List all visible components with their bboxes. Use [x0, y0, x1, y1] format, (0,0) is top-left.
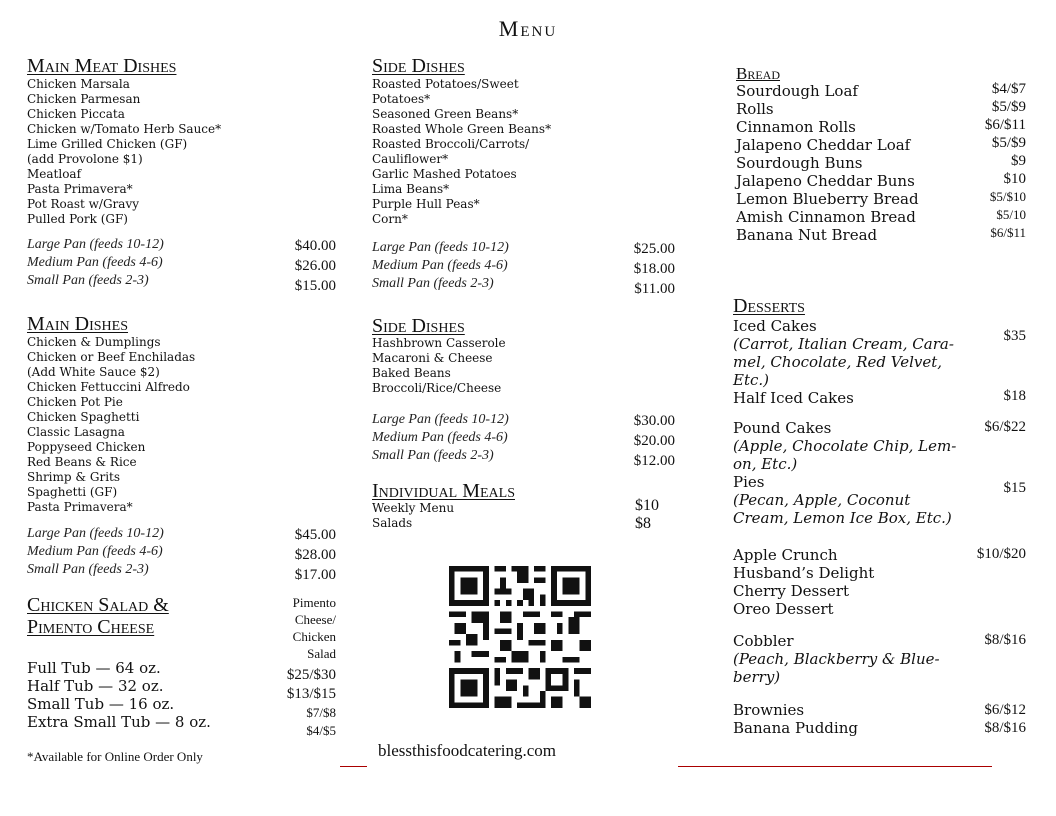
side-dishes-2-list	[372, 336, 506, 396]
main-dishes-heading: Main Dishes	[27, 313, 129, 335]
list-item: Lemon Blueberry Bread	[736, 190, 919, 208]
list-item: Small Tub — 16 oz.	[27, 695, 175, 713]
list-item: (Add White Sauce $2)	[27, 365, 160, 379]
list-item: Weekly Menu	[372, 501, 455, 515]
list-item: Chicken Fettuccini Alfredo	[27, 380, 190, 394]
list-item: Baked Beans	[372, 366, 451, 380]
price: $5/$10	[989, 189, 1026, 204]
pan-size: Small Pan (feeds 2-3)	[27, 562, 149, 577]
price: $17.00	[294, 567, 336, 583]
side-dishes-2-heading: Side Dishes	[372, 315, 465, 337]
price: $12.00	[633, 453, 675, 469]
list-item: Corn*	[372, 212, 408, 226]
price: $9	[1011, 153, 1026, 169]
pan-size: Medium Pan (feeds 4-6)	[372, 258, 508, 273]
pan-size: Medium Pan (feeds 4-6)	[27, 255, 163, 270]
main-dishes-list	[27, 335, 195, 515]
list-item: Rolls	[736, 100, 774, 118]
note-line: Cheese/	[294, 612, 336, 627]
list-item: Jalapeno Cheddar Loaf	[736, 136, 911, 154]
item-desc: on, Etc.)	[733, 455, 798, 473]
dessert-group	[733, 546, 874, 618]
price: $7/$8	[306, 705, 336, 720]
heading-line: Chicken Salad &	[27, 594, 169, 616]
individual-meals-list	[372, 501, 454, 531]
pan-size: Small Pan (feeds 2-3)	[27, 273, 149, 288]
chicken-salad-heading	[27, 594, 169, 638]
note-line: Pimento	[292, 595, 336, 610]
list-item: Apple Crunch	[733, 546, 838, 564]
list-item: Hashbrown Casserole	[372, 336, 506, 350]
price: $40.00	[294, 238, 336, 254]
pan-size: Small Pan (feeds 2-3)	[372, 276, 494, 291]
list-item: Full Tub — 64 oz.	[27, 659, 161, 677]
pan-size: Medium Pan (feeds 4-6)	[372, 430, 508, 445]
menu-title: Menu	[498, 16, 558, 41]
list-item: Roasted Broccoli/Carrots/	[372, 137, 530, 151]
item-desc: berry)	[733, 668, 781, 686]
item-name: Pound Cakes	[733, 419, 832, 437]
side-dishes-2-prices	[600, 411, 675, 471]
main-meat-list	[27, 77, 221, 227]
item-desc: (Pecan, Apple, Coconut	[733, 491, 911, 509]
list-item: Broccoli/Rice/Cheese	[372, 381, 502, 395]
price: $18.00	[633, 261, 675, 277]
list-item: Spaghetti (GF)	[27, 485, 118, 499]
main-dishes-prices	[256, 525, 336, 585]
list-item: Classic Lasagna	[27, 425, 125, 439]
side-dishes-list	[372, 77, 551, 227]
main-meat-sizes	[27, 236, 164, 290]
item-desc: Cream, Lemon Ice Box, Etc.)	[733, 509, 952, 527]
item-name: Iced Cakes	[733, 317, 817, 335]
price: $5/$9	[991, 135, 1026, 151]
pan-size: Small Pan (feeds 2-3)	[372, 448, 494, 463]
item-name: Cobbler	[733, 632, 794, 650]
list-item: Pasta Primavera*	[27, 500, 133, 514]
website-link[interactable]: blessthisfoodcatering.com	[378, 741, 556, 760]
price: $25/$30	[286, 667, 336, 683]
heading-line: Pimento Cheese	[27, 616, 155, 638]
individual-meals-heading: Individual Meals	[372, 480, 515, 502]
list-item: Chicken w/Tomato Herb Sauce*	[27, 122, 222, 136]
individual-meals-prices	[635, 497, 659, 533]
price: $8/$16	[984, 720, 1026, 736]
item-desc: (Peach, Blackberry & Blue-	[733, 650, 940, 668]
side-dishes-prices	[600, 239, 675, 299]
list-item: Banana Nut Bread	[736, 226, 878, 244]
side-dishes-heading: Side Dishes	[372, 55, 465, 77]
list-item: Jalapeno Cheddar Buns	[736, 172, 915, 190]
list-item: Cinnamon Rolls	[736, 118, 856, 136]
note-line: Salad	[307, 646, 336, 661]
list-item: (add Provolone $1)	[27, 152, 143, 166]
list-item: Pot Roast w/Gravy	[27, 197, 140, 211]
price: $10	[635, 497, 659, 514]
price: $5/10	[996, 207, 1026, 222]
price: $13/$15	[286, 686, 336, 702]
list-item: Red Beans & Rice	[27, 455, 137, 469]
price: $10	[1003, 171, 1026, 187]
list-item: Chicken Parmesan	[27, 92, 141, 106]
pan-size: Medium Pan (feeds 4-6)	[27, 544, 163, 559]
list-item: Chicken Piccata	[27, 107, 125, 121]
item-name: Pies	[733, 473, 765, 491]
main-dishes-sizes	[27, 525, 164, 579]
list-item: Macaroni & Cheese	[372, 351, 493, 365]
price: $6/$22	[984, 419, 1026, 435]
tub-list	[27, 659, 211, 731]
price: $6/$11	[990, 225, 1026, 240]
price: $35	[1003, 328, 1026, 344]
price: $8	[635, 515, 651, 532]
footnote: *Available for Online Order Only	[27, 749, 203, 764]
price: $5/$9	[991, 99, 1026, 115]
list-item: Poppyseed Chicken	[27, 440, 146, 454]
list-item: Chicken Marsala	[27, 77, 130, 91]
list-item: Pasta Primavera*	[27, 182, 133, 196]
final-desserts	[733, 701, 858, 737]
item-desc: Etc.)	[733, 371, 769, 389]
list-item: Brownies	[733, 701, 805, 719]
list-item: Sourdough Buns	[736, 154, 863, 172]
divider-line	[678, 766, 992, 767]
price: $10/$20	[976, 546, 1026, 562]
bread-list	[736, 82, 919, 244]
list-item: Chicken Spaghetti	[27, 410, 140, 424]
list-item: Shrimp & Grits	[27, 470, 121, 484]
list-item: Purple Hull Peas*	[372, 197, 480, 211]
list-item: Chicken & Dumplings	[27, 335, 161, 349]
desserts-heading: Desserts	[733, 295, 805, 317]
price: $30.00	[633, 413, 675, 429]
iced-cakes-block	[733, 317, 958, 407]
qr-code-icon[interactable]	[449, 566, 591, 708]
bread-prices	[946, 80, 1026, 242]
pan-size: Large Pan (feeds 10-12)	[27, 237, 164, 252]
cobbler-block	[733, 632, 958, 686]
list-item: Meatloaf	[27, 167, 82, 181]
side-dishes-sizes	[372, 239, 509, 293]
price: $28.00	[294, 547, 336, 563]
final-prices	[946, 701, 1026, 737]
pan-size: Large Pan (feeds 10-12)	[372, 240, 509, 255]
list-item: Lima Beans*	[372, 182, 450, 196]
list-item: Chicken Pot Pie	[27, 395, 123, 409]
list-item: Roasted Whole Green Beans*	[372, 122, 552, 136]
price: $15	[1003, 480, 1026, 496]
item-name: Half Iced Cakes	[733, 389, 854, 407]
chicken-salad-note	[256, 594, 336, 662]
price: $18	[1003, 388, 1026, 404]
price: $11.00	[634, 281, 675, 297]
list-item: Sourdough Loaf	[736, 82, 858, 100]
main-meat-prices	[256, 236, 336, 296]
divider-line	[340, 766, 367, 767]
price: $26.00	[294, 258, 336, 274]
list-item: Cherry Dessert	[733, 582, 849, 600]
list-item: Salads	[372, 516, 413, 530]
price: $25.00	[633, 241, 675, 257]
price: $15.00	[294, 278, 336, 294]
list-item: Extra Small Tub — 8 oz.	[27, 713, 211, 731]
list-item: Husband’s Delight	[733, 564, 875, 582]
item-desc: mel, Chocolate, Red Velvet,	[733, 353, 943, 371]
side-dishes-2-sizes	[372, 411, 509, 465]
list-item: Half Tub — 32 oz.	[27, 677, 164, 695]
list-item: Lime Grilled Chicken (GF)	[27, 137, 188, 151]
list-item: Banana Pudding	[733, 719, 858, 737]
pan-size: Large Pan (feeds 10-12)	[27, 526, 164, 541]
list-item: Potatoes*	[372, 92, 431, 106]
item-desc: (Apple, Chocolate Chip, Lem-	[733, 437, 957, 455]
bread-heading: Bread	[736, 64, 781, 83]
note-line: Chicken	[292, 629, 336, 644]
list-item: Pulled Pork (GF)	[27, 212, 128, 226]
item-desc: (Carrot, Italian Cream, Cara-	[733, 335, 954, 353]
list-item: Cauliflower*	[372, 152, 449, 166]
pound-cakes-block	[733, 419, 958, 527]
list-item: Chicken or Beef Enchiladas	[27, 350, 196, 364]
price: $4/$7	[991, 81, 1026, 97]
list-item: Garlic Mashed Potatoes	[372, 167, 517, 181]
tub-prices	[256, 666, 336, 740]
price: $6/$12	[984, 702, 1026, 718]
list-item: Oreo Dessert	[733, 600, 834, 618]
price: $4/$5	[306, 723, 336, 738]
list-item: Roasted Potatoes/Sweet	[372, 77, 519, 91]
pan-size: Large Pan (feeds 10-12)	[372, 412, 509, 427]
main-meat-heading: Main Meat Dishes	[27, 55, 177, 77]
list-item: Amish Cinnamon Bread	[736, 208, 916, 226]
price: $20.00	[633, 433, 675, 449]
price: $45.00	[294, 527, 336, 543]
price: $8/$16	[984, 632, 1026, 648]
list-item: Seasoned Green Beans*	[372, 107, 519, 121]
price: $6/$11	[984, 117, 1026, 133]
